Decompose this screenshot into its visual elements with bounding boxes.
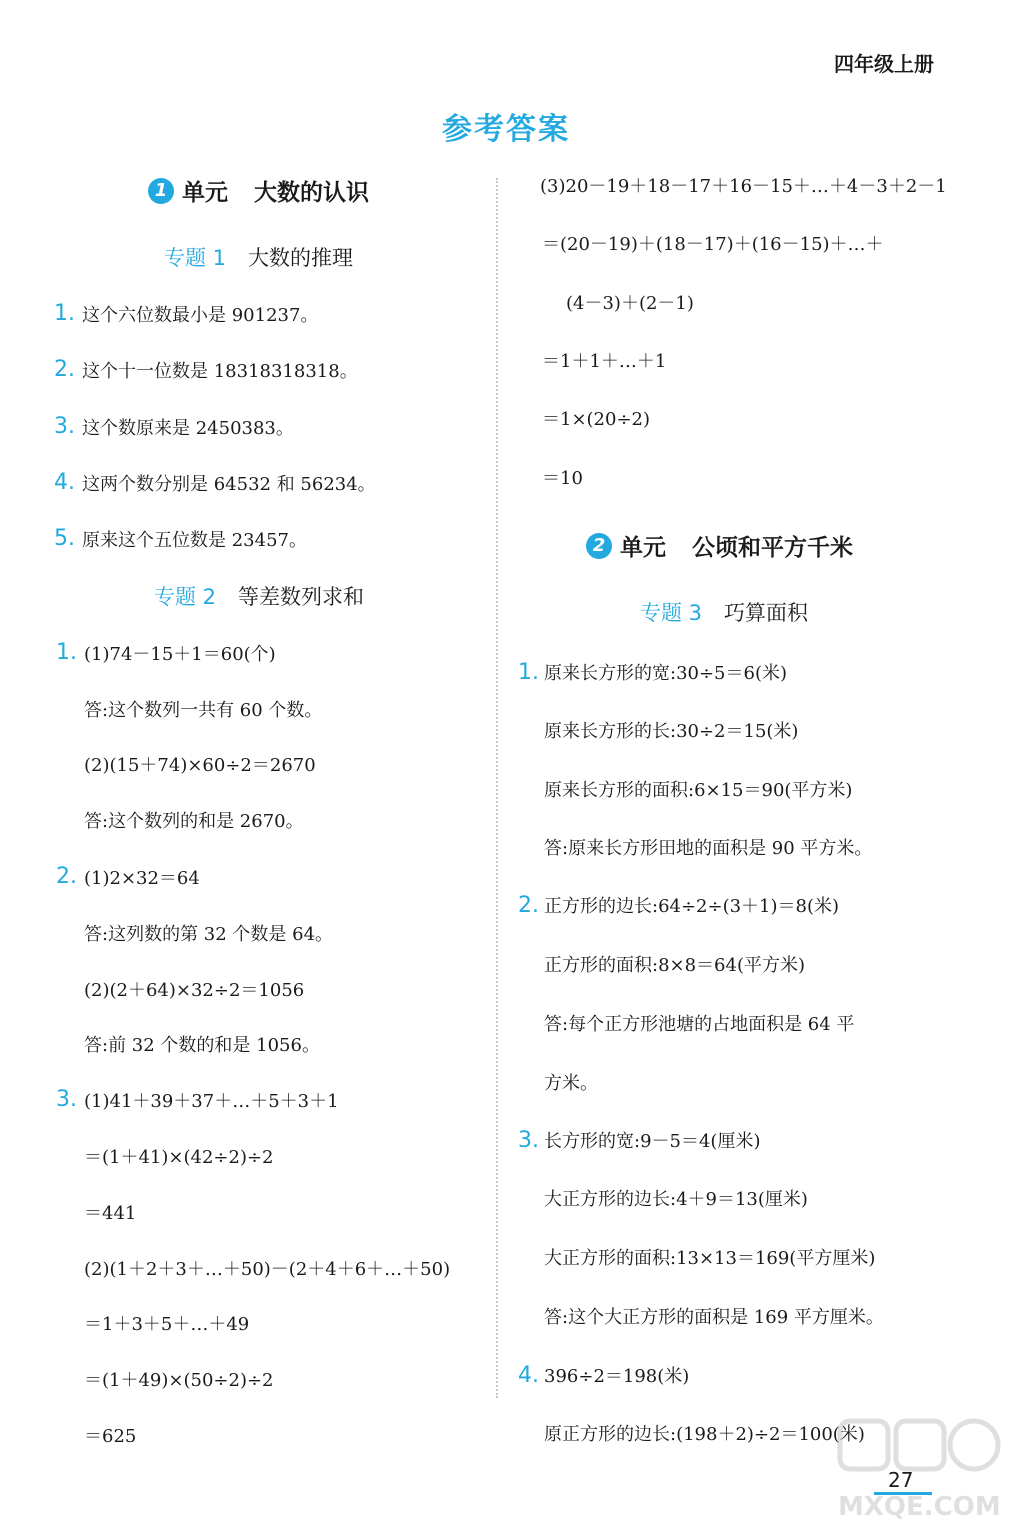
answer-line: (2)(15＋74)×60÷2＝2670 — [84, 755, 316, 776]
topic-1-heading — [164, 242, 353, 272]
answer-line: ＝(20－19)＋(18－17)＋(16－15)＋…＋ — [542, 234, 884, 255]
unit-2-heading — [586, 529, 853, 562]
answer-line: ＝625 — [84, 1426, 137, 1447]
item-number: 3. — [54, 414, 75, 439]
unit-label: 单元 — [620, 535, 666, 561]
answer-line: ＝1×(20÷2) — [542, 409, 651, 430]
answer-line: (3)20－19＋18－17＋16－15＋…＋4－3＋2－1 — [540, 176, 947, 197]
answer-line: ＝(1＋41)×(42÷2)÷2 — [84, 1147, 274, 1168]
answer-line: (2)(1＋2＋3＋…＋50)－(2＋4＋6＋…＋50) — [84, 1259, 451, 1280]
unit-number-badge: 1 — [148, 178, 174, 204]
column-divider — [496, 178, 498, 1398]
answer-line: 原来长方形的宽:30÷5＝6(米) — [544, 663, 787, 684]
answer-line: 答:每个正方形池塘的占地面积是 64 平 — [544, 1014, 855, 1035]
unit-name: 公顷和平方千米 — [692, 535, 853, 561]
answer-line: 原来这个五位数是 23457。 — [82, 530, 307, 551]
topic-3-heading — [640, 597, 808, 627]
answer-line: ＝441 — [84, 1203, 137, 1224]
answer-line: 这个数原来是 2450383。 — [82, 418, 294, 439]
item-number: 2. — [54, 357, 75, 382]
watermark-text: MXQE.COM — [838, 1492, 1001, 1522]
answer-line: 原正方形的边长:(198＋2)÷2＝100(米) — [544, 1424, 865, 1445]
topic-number: 专题 1 — [164, 246, 227, 270]
topic-2-heading — [154, 581, 364, 611]
answer-line: 原来长方形的长:30÷2＝15(米) — [544, 721, 799, 742]
answer-line: 396÷2＝198(米) — [544, 1366, 690, 1387]
answer-line: 答:原来长方形田地的面积是 90 平方米。 — [544, 838, 873, 859]
answer-line: 长方形的宽:9－5＝4(厘米) — [544, 1131, 761, 1152]
answer-line: 正方形的面积:8×8＝64(平方米) — [544, 955, 805, 976]
item-number: 1. — [518, 660, 539, 685]
answer-line: 这个六位数最小是 901237。 — [82, 305, 319, 326]
answer-line: 答:这列数的第 32 个数是 64。 — [84, 924, 334, 945]
page-title: 参考答案 — [442, 112, 570, 147]
item-number: 2. — [518, 893, 539, 918]
item-number: 4. — [518, 1363, 539, 1388]
topic-number: 专题 3 — [640, 601, 703, 625]
answer-line: (1)41＋39＋37＋…＋5＋3＋1 — [84, 1091, 339, 1112]
item-number: 3. — [56, 1087, 77, 1112]
topic-name: 等差数列求和 — [238, 585, 365, 609]
topic-name: 大数的推理 — [248, 246, 354, 270]
topic-name: 巧算面积 — [724, 601, 809, 625]
answer-line: 大正方形的边长:4＋9＝13(厘米) — [544, 1189, 808, 1210]
unit-name: 大数的认识 — [254, 180, 369, 206]
item-number: 1. — [56, 640, 77, 665]
topic-number: 专题 2 — [154, 585, 217, 609]
item-number: 2. — [56, 864, 77, 889]
watermark-logo — [834, 1415, 1004, 1525]
unit-number-badge: 2 — [586, 533, 612, 559]
answer-line: (2)(2＋64)×32÷2＝1056 — [84, 980, 305, 1001]
answer-line: ＝(1＋49)×(50÷2)÷2 — [84, 1370, 274, 1391]
unit-1-heading — [148, 174, 369, 207]
answer-line: ＝1＋3＋5＋…＋49 — [84, 1314, 250, 1335]
answer-line: 这两个数分别是 64532 和 56234。 — [82, 474, 376, 495]
answer-line: 原来长方形的面积:6×15＝90(平方米) — [544, 780, 853, 801]
answer-line: 大正方形的面积:13×13＝169(平方厘米) — [544, 1248, 876, 1269]
answer-line: 答:这个数列的和是 2670。 — [84, 811, 304, 832]
item-number: 5. — [54, 526, 75, 551]
answer-line: 方米。 — [544, 1073, 598, 1094]
answer-line: ＝10 — [542, 468, 583, 489]
answer-line: 正方形的边长:64÷2÷(3＋1)＝8(米) — [544, 896, 840, 917]
item-number: 4. — [54, 470, 75, 495]
answer-line: (4－3)＋(2－1) — [566, 293, 694, 314]
item-number: 1. — [54, 301, 75, 326]
item-number: 3. — [518, 1128, 539, 1153]
answer-line: (1)2×32＝64 — [84, 868, 200, 889]
answer-line: 答:前 32 个数的和是 1056。 — [84, 1035, 320, 1056]
answer-line: ＝1＋1＋…＋1 — [542, 351, 667, 372]
answer-line: 答:这个大正方形的面积是 169 平方厘米。 — [544, 1307, 884, 1328]
page-number: 27 — [888, 1468, 914, 1492]
answer-line: 答:这个数列一共有 60 个数。 — [84, 700, 323, 721]
grade-label: 四年级上册 — [834, 52, 934, 76]
answer-line: 这个十一位数是 18318318318。 — [82, 361, 358, 382]
unit-label: 单元 — [182, 180, 228, 206]
answer-line: (1)74－15＋1＝60(个) — [84, 644, 276, 665]
